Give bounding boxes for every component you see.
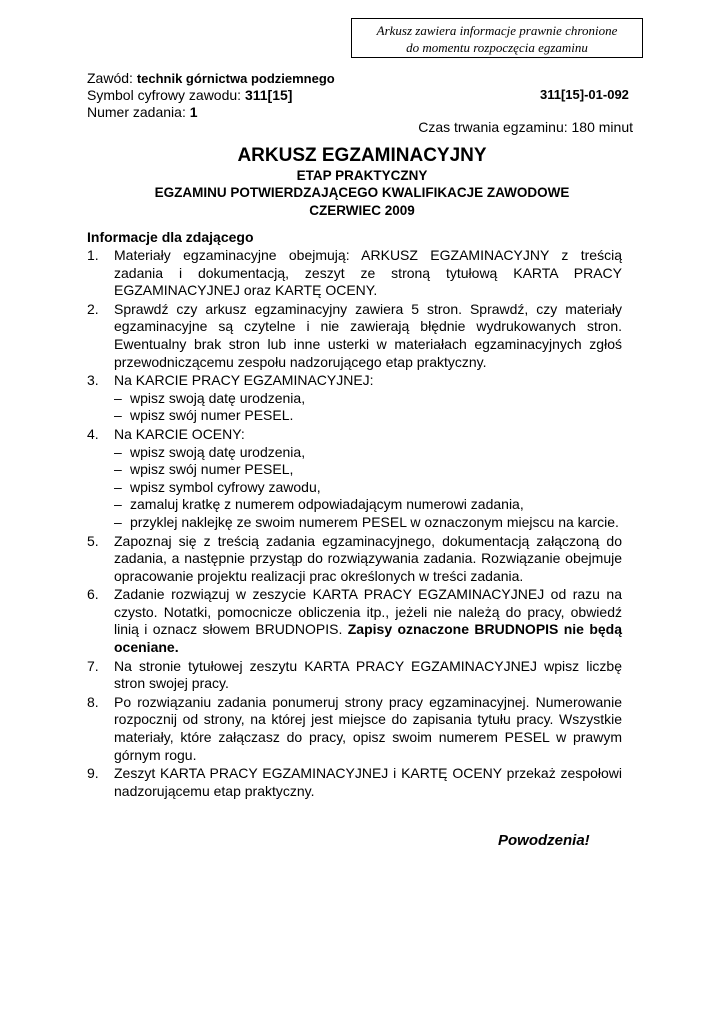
task-number-line (87, 104, 198, 121)
symbol-line (87, 87, 292, 104)
sub-item-text: wpisz swoją datę urodzenia, (130, 389, 306, 406)
list-item (87, 586, 622, 656)
sub-item-text: przyklej naklejkę ze swoim numerem PESEL w oznaczonym miejscu na karcie. (130, 513, 619, 530)
item-text: Na KARCIE PRACY EGZAMINACYJNEJ: (114, 372, 374, 389)
list-item (87, 765, 622, 800)
item-number: 1. (87, 247, 99, 263)
exam-code: 311[15]-01-092 (540, 87, 629, 102)
list-item (87, 533, 622, 586)
item-number: 8. (87, 693, 99, 710)
closing-greeting: Powodzenia! (498, 832, 590, 849)
item-body (114, 426, 622, 532)
sub-item (114, 514, 622, 532)
instructions-list (87, 247, 622, 801)
sub-item (114, 461, 622, 479)
dash-marker: – (114, 389, 122, 406)
item-number: 6. (87, 586, 99, 603)
list-item (87, 247, 622, 300)
list-item (87, 372, 622, 425)
info-heading: Informacje dla zdającego (87, 229, 254, 245)
item-text: Zadanie rozwiązuj w zeszycie KARTA PRACY EGZAMINACYJNEJ od razu na czysto. Notatki, pomocnicze obliczenia itp., jeżeli nie należą do pracy, obwiedź linią i oznacz słowem BRUDNOPIS. (114, 586, 622, 638)
list-item (87, 694, 622, 764)
sub-item-text: wpisz swój numer PESEL. (130, 407, 294, 424)
sub-item-text: zamaluj kratkę z numerem odpowiadającym numerowi zadania, (130, 496, 524, 513)
dash-marker: – (114, 513, 122, 530)
item-text: Na KARCIE OCENY: (114, 425, 245, 442)
sub-item-text: wpisz swoją datę urodzenia, (130, 443, 306, 460)
item-number: 2. (87, 300, 99, 317)
list-item (87, 658, 622, 693)
notice-line-2: do momentu rozpoczęcia egzaminu (406, 40, 588, 55)
exam-duration: Czas trwania egzaminu: 180 minut (418, 119, 633, 135)
task-label: Numer zadania: (87, 104, 190, 120)
dash-marker: – (114, 496, 122, 513)
list-item (87, 301, 622, 371)
profession-label: Zawód: (87, 70, 137, 86)
item-number: 4. (87, 425, 99, 442)
main-title: ARKUSZ EGZAMINACYJNY (237, 145, 487, 166)
item-text: Sprawdź czy arkusz egzaminacyjny zawiera 5 stron. Sprawdź, czy materiały egzaminacyjne są czytelne i nie zawierają błędnie wydrukowanych stron. Ewentualny brak stron lub inne usterki w materiałach egzaminacyjnych zgłoś przewodniczącemu zespołu nadzorującego etap praktyczny. (114, 300, 622, 370)
subtitle-stage: ETAP PRAKTYCZNY (296, 168, 428, 183)
item-text: Materiały egzaminacyjne obejmują: ARKUSZ EGZAMINACYJNY z treścią zadania i dokumentacją, zeszyt ze stroną tytułową KARTA PRACY EGZAMINACYJNEJ oraz KARTĘ OCENY. (114, 247, 622, 299)
item-body (114, 586, 622, 656)
item-bold-text: Zapisy oznaczone BRUDNOPIS nie będą oceniane. (114, 621, 623, 656)
item-number: 5. (87, 532, 99, 549)
dash-marker: – (114, 443, 122, 460)
sub-item-text: wpisz symbol cyfrowy zawodu, (130, 478, 321, 495)
item-number: 9. (87, 765, 99, 782)
item-text: Zeszyt KARTA PRACY EGZAMINACYJNEJ i KARTĘ OCENY przekaż zespołowi nadzorującemu etap praktyczny. (114, 765, 622, 799)
sub-item (114, 407, 622, 425)
profession-line (87, 70, 335, 87)
sub-item (114, 444, 622, 462)
item-text: Na stronie tytułowej zeszytu KARTA PRACY EGZAMINACYJNEJ wpisz liczbę stron swojej pracy. (114, 657, 622, 692)
item-number: 7. (87, 657, 99, 674)
sub-item (114, 479, 622, 497)
list-item (87, 426, 622, 532)
profession-value: technik górnictwa podziemnego (136, 71, 335, 86)
sub-item-text: wpisz swój numer PESEL, (130, 461, 294, 478)
sub-item (114, 496, 622, 514)
dash-marker: – (114, 461, 122, 478)
item-body (114, 372, 622, 425)
item-text: Po rozwiązaniu zadania ponumeruj strony pracy egzaminacyjnej. Numerowanie rozpocznij od strony, na której jest miejsce do zapisania tytułu pracy. Wszystkie materiały, które załączasz do pracy, opisz swoim numerem PESEL w prawym górnym rogu. (114, 693, 622, 763)
task-value: 1 (189, 104, 198, 120)
dash-marker: – (114, 478, 122, 495)
symbol-value: 311[15] (244, 87, 293, 103)
dash-marker: – (114, 407, 122, 424)
item-number: 3. (87, 372, 99, 389)
notice-line-1: Arkusz zawiera informacje prawnie chronione (376, 23, 618, 38)
item-text: Zapoznaj się z treścią zadania egzaminacyjnego, dokumentacją załączoną do zadania, a następnie przystąp do rozwiązywania zadania. Rozwiązanie obejmuje opracowanie projektu realizacji prac określonych w treści zadania. (114, 532, 622, 584)
subtitle-date: CZERWIEC 2009 (309, 203, 415, 218)
symbol-label: Symbol cyfrowy zawodu: (87, 87, 245, 103)
subtitle-exam: EGZAMINU POTWIERDZAJĄCEGO KWALIFIKACJE ZAWODOWE (154, 185, 570, 200)
sub-item (114, 390, 622, 408)
legal-notice-box (351, 18, 643, 58)
